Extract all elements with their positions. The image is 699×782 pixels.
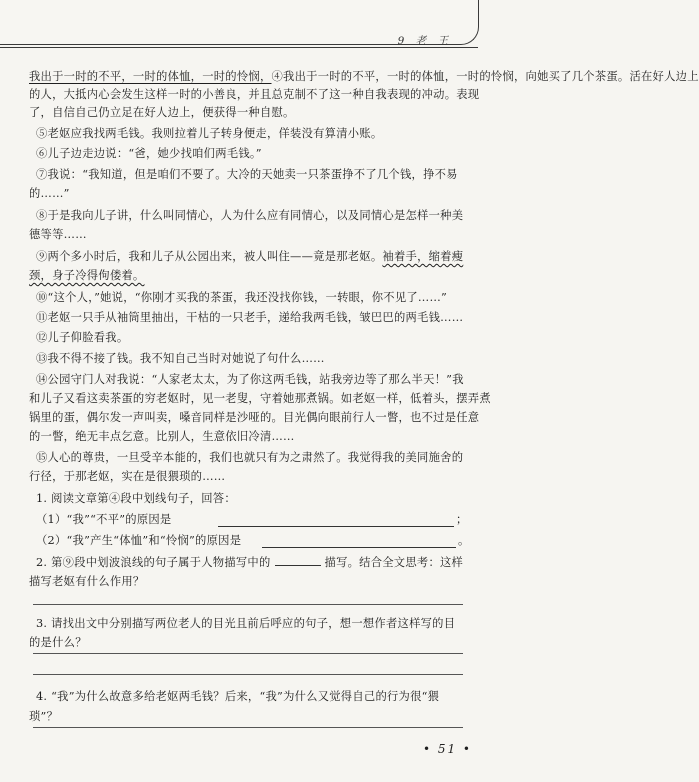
paragraph-9-line-2 <box>29 269 144 282</box>
paragraph-14-line-4: 的一瞥，绝无丰点乞意。比别人，生意依旧冷清…… <box>29 430 295 443</box>
answer-blank-1[interactable] <box>218 526 454 527</box>
question-1-sub-2: （2）“我”产生“体恤”和“怜悯”的原因是 <box>36 534 242 547</box>
paragraph-10: ⑩“这个人，”她说，“你刚才买我的茶蛋，我还没找你钱，一转眼，你不见了……” <box>36 291 448 304</box>
paragraph-4-line-1-rest: ④我出于一时的不平，一时的体恤，一时的怜悯，向她买了几个茶蛋。活在好人边上 <box>271 70 699 83</box>
paragraph-6: ⑥儿子边走边说：“爸，她少找咱们两毛钱。” <box>36 147 262 160</box>
question-3-line-2: 的是什么？ <box>29 636 87 649</box>
paragraph-8-line-2: 德等等…… <box>29 228 87 241</box>
wavy-underline-2: 颈，身子冷得佝偻着。 <box>29 269 145 282</box>
paragraph-7-line-1: ⑦我说：“我知道，但是咱们不要了。大冷的天她卖一只茶蛋挣不了几个钱，挣不易 <box>36 168 458 181</box>
page-number: • 51 • <box>422 742 472 756</box>
answer-blank-2[interactable] <box>262 547 456 548</box>
question-1-stem: 1. 阅读文章第④段中划线句子，回答： <box>36 492 236 505</box>
paragraph-11: ⑪老妪一只手从袖筒里抽出，干枯的一只老手，递给我两毛钱，皱巴巴的两毛钱…… <box>36 311 464 324</box>
question-2-prefix: 2. 第⑨段中划波浪线的句子属于人物描写中的 <box>36 556 271 569</box>
question-3-line-1: 3. 请找出文中分别描写两位老人的目光且前后呼应的句子，想一想作者这样写的目 <box>36 617 456 630</box>
period: 。 <box>458 534 470 547</box>
paragraph-15-line-2: 行径，于那老妪，实在是很猥琐的…… <box>29 470 226 483</box>
underlined-sentence: 我出于一时的不平，一时的体恤，一时的怜悯， <box>29 70 272 83</box>
running-head: 9 老 王 <box>397 35 452 47</box>
question-4-line-2: 琐”？ <box>29 710 59 723</box>
paragraph-8-line-1: ⑧于是我向儿子讲，什么叫同情心，人为什么应有同情心，以及同情心是怎样一种美 <box>36 209 464 222</box>
paragraph-4-line-3: 了，自信自己仍立足在好人边上，便获得一种自慰。 <box>29 106 295 119</box>
paragraph-5: ⑤老妪应我找两毛钱。我则拉着儿子转身便走，佯装没有算清小账。 <box>36 127 383 140</box>
paragraph-9-line-1 <box>36 250 463 263</box>
semicolon: ； <box>456 513 468 526</box>
paragraph-14-line-2: 和儿子又看这卖茶蛋的穷老妪时，见一老叟，守着她那煮锅。如老妪一样，低着头，摆弄煮 <box>29 392 491 405</box>
wavy-underline-1: 袖着手，缩着瘦 <box>382 250 464 263</box>
paragraph-4-line-2: 的人，大抵内心会发生这样一时的小善良，并且总克制不了这一种自我表现的冲动。表现 <box>29 88 480 101</box>
paragraph-4-line-1 <box>29 70 699 83</box>
question-2-line-2: 描写老妪有什么作用？ <box>29 575 145 588</box>
answer-line-q4-1[interactable] <box>33 727 463 728</box>
paragraph-9-line-1-start: ⑨两个多小时后，我和儿子从公园出来，被人叫住——竟是那老妪。 <box>36 250 383 263</box>
question-1-sub-1: （1）“我”“不平”的原因是 <box>36 513 172 526</box>
paragraph-14-line-1: ⑭公园守门人对我说：“人家老太太，为了你这两毛钱，站我旁边等了那么半天！”我 <box>36 373 464 386</box>
question-2-line-1 <box>36 555 463 569</box>
question-2-suffix: 描写。结合全文思考：这样 <box>324 556 464 569</box>
paragraph-7-line-2: 的……” <box>29 187 70 200</box>
paragraph-14-line-3: 锅里的蛋，偶尔发一声叫卖，嗓音同样是沙哑的。目光偶向眼前行人一瞥，也不过是任意 <box>29 411 480 424</box>
question-4-line-1: 4. “我”为什么故意多给老妪两毛钱？后来，“我”为什么又觉得自己的行为很“猥 <box>36 690 440 703</box>
paragraph-13: ⑬我不得不接了钱。我不知自己当时对她说了句什么…… <box>36 352 325 365</box>
answer-line-q2[interactable] <box>33 604 463 605</box>
answer-line-q3-2[interactable] <box>33 674 463 675</box>
paragraph-12: ⑫儿子仰脸看我。 <box>36 331 129 344</box>
answer-line-q3-1[interactable] <box>33 653 463 654</box>
answer-blank-3[interactable] <box>275 555 321 566</box>
paragraph-15-line-1: ⑮人心的尊贵，一旦受辛本能的，我们也就只有为之肃然了。我觉得我的美同施舍的 <box>36 451 464 464</box>
